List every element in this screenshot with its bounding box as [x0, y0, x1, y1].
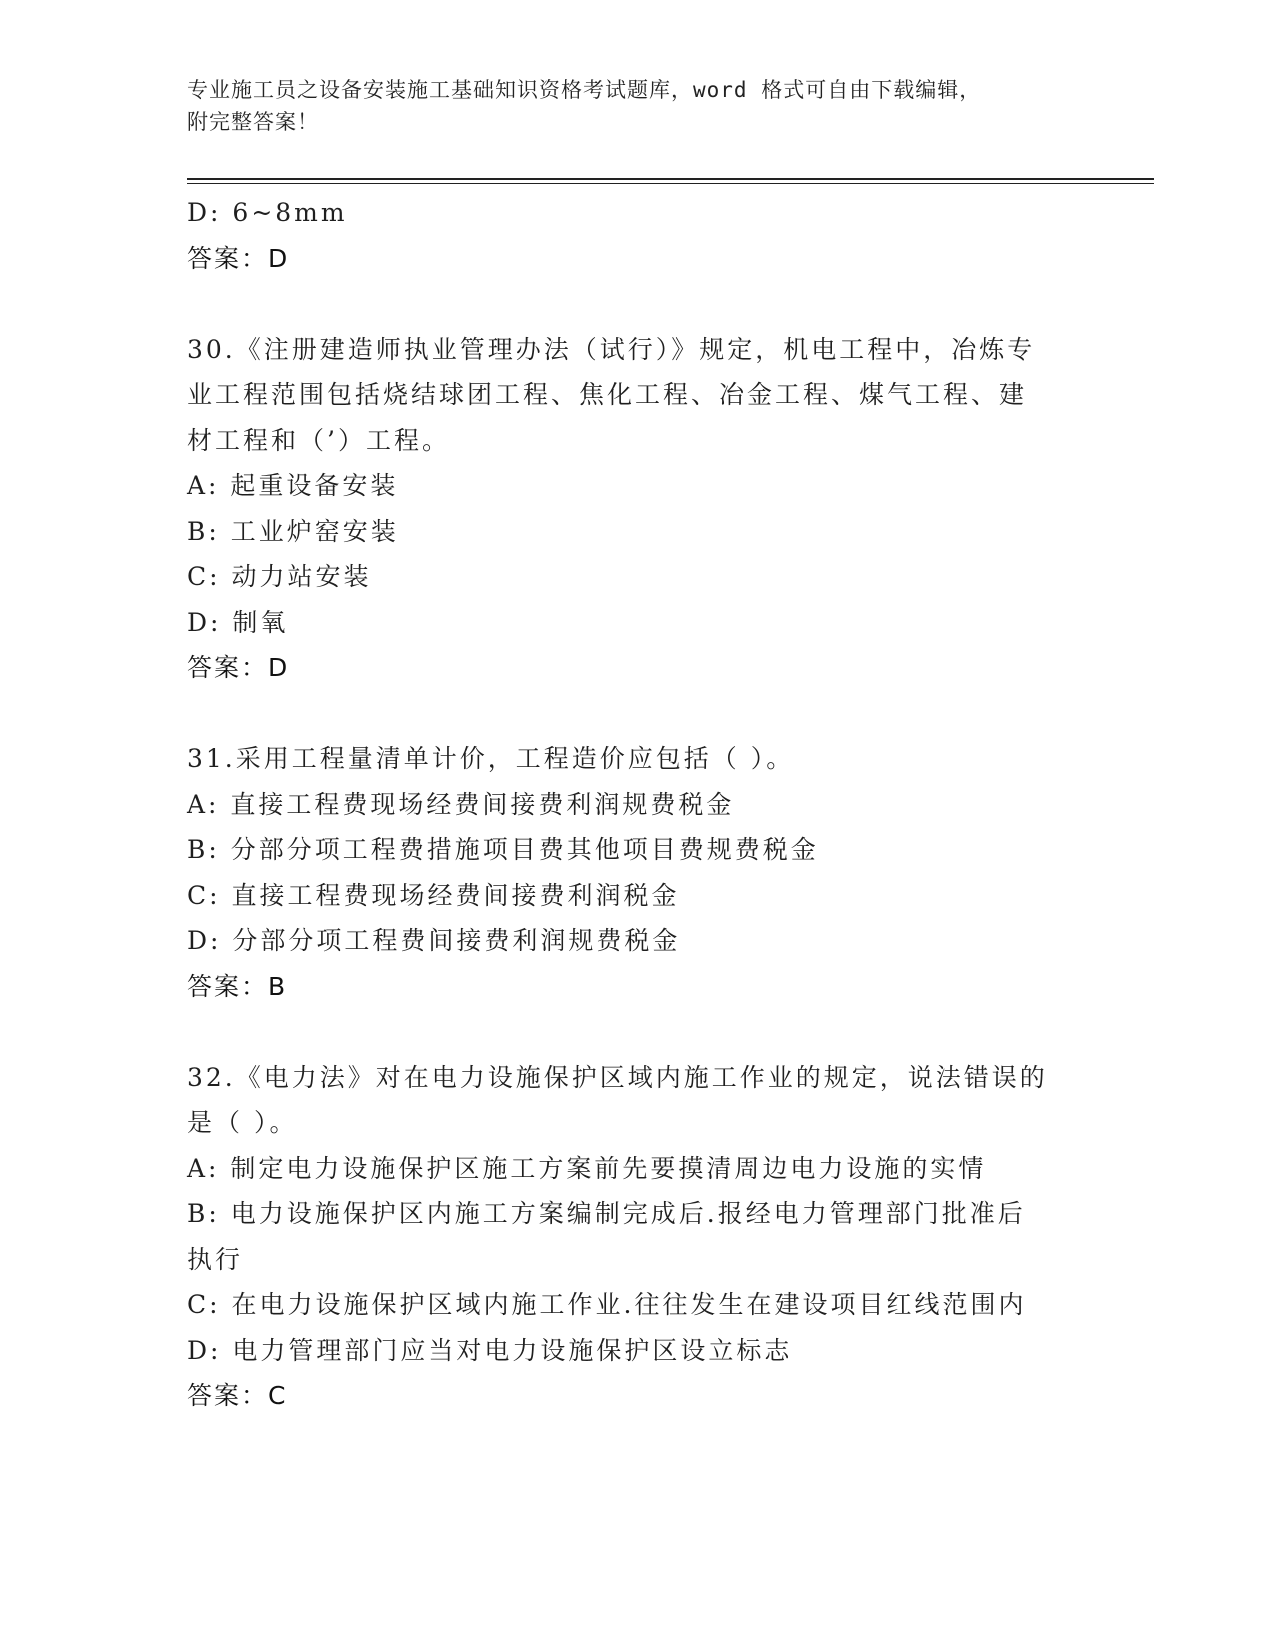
q30-option-c: C: 动力站安装	[187, 562, 372, 591]
q31-option-c: C: 直接工程费现场经费间接费利润税金	[187, 880, 680, 910]
q30-option-a: A: 起重设备安装	[187, 471, 399, 500]
spacer	[187, 691, 1087, 737]
spacer	[187, 281, 1087, 327]
header-line-2: 附完整答案！	[187, 110, 319, 134]
header-line-1: 专业施工员之设备安装施工基础知识资格考试题库，word 格式可自由下载编辑，	[187, 78, 982, 102]
question-30	[187, 327, 1087, 691]
q31-option-d: D: 分部分项工程费间接费利润规费税金	[187, 926, 681, 955]
prev-option-d: D: 6~8mm	[187, 198, 348, 227]
q30-option-d: D: 制氧	[187, 607, 289, 637]
q30-answer: 答案：D	[187, 653, 290, 682]
q32-option-a: A: 制定电力设施保护区施工方案前先要摸清周边电力设施的实情	[187, 1153, 987, 1183]
q30-stem-line-3: 材工程和（’）工程。	[187, 425, 450, 455]
header-divider-thin	[187, 183, 1154, 184]
q32-stem-line-2: 是（ ）。	[187, 1108, 298, 1137]
header-divider-thick	[187, 178, 1154, 180]
q32-option-d: D: 电力管理部门应当对电力设施保护区设立标志	[187, 1335, 793, 1365]
q30-stem-line-1: 30.《注册建造师执业管理办法（试行）》规定，机电工程中，冶炼专	[187, 334, 1036, 364]
q31-stem-line-1: 31.采用工程量清单计价，工程造价应包括（ ）。	[187, 744, 795, 773]
question-content	[187, 190, 1087, 1419]
question-31	[187, 736, 1087, 1009]
q31-option-b: B: 分部分项工程费措施项目费其他项目费规费税金	[187, 835, 819, 864]
q32-option-b-line-2: 执行	[187, 1244, 244, 1274]
q30-stem-line-2: 业工程范围包括烧结球团工程、焦化工程、冶金工程、煤气工程、建	[187, 380, 1028, 409]
question-32	[187, 1055, 1087, 1419]
q31-answer: 答案：B	[187, 971, 288, 1001]
q31-option-a: A: 直接工程费现场经费间接费利润规费税金	[187, 789, 735, 819]
prev-answer: 答案：D	[187, 243, 290, 273]
q32-stem-line-1: 32.《电力法》对在电力设施保护区域内施工作业的规定，说法错误的	[187, 1062, 1048, 1092]
q30-option-b: B: 工业炉窑安装	[187, 516, 399, 546]
spacer	[187, 1009, 1087, 1055]
document-header	[187, 74, 1087, 138]
q32-option-b-line-1: B: 电力设施保护区内施工方案编制完成后.报经电力管理部门批准后	[187, 1199, 1026, 1228]
q32-option-c: C: 在电力设施保护区域内施工作业.往往发生在建设项目红线范围内	[187, 1290, 1027, 1319]
q32-answer: 答案：C	[187, 1381, 288, 1410]
